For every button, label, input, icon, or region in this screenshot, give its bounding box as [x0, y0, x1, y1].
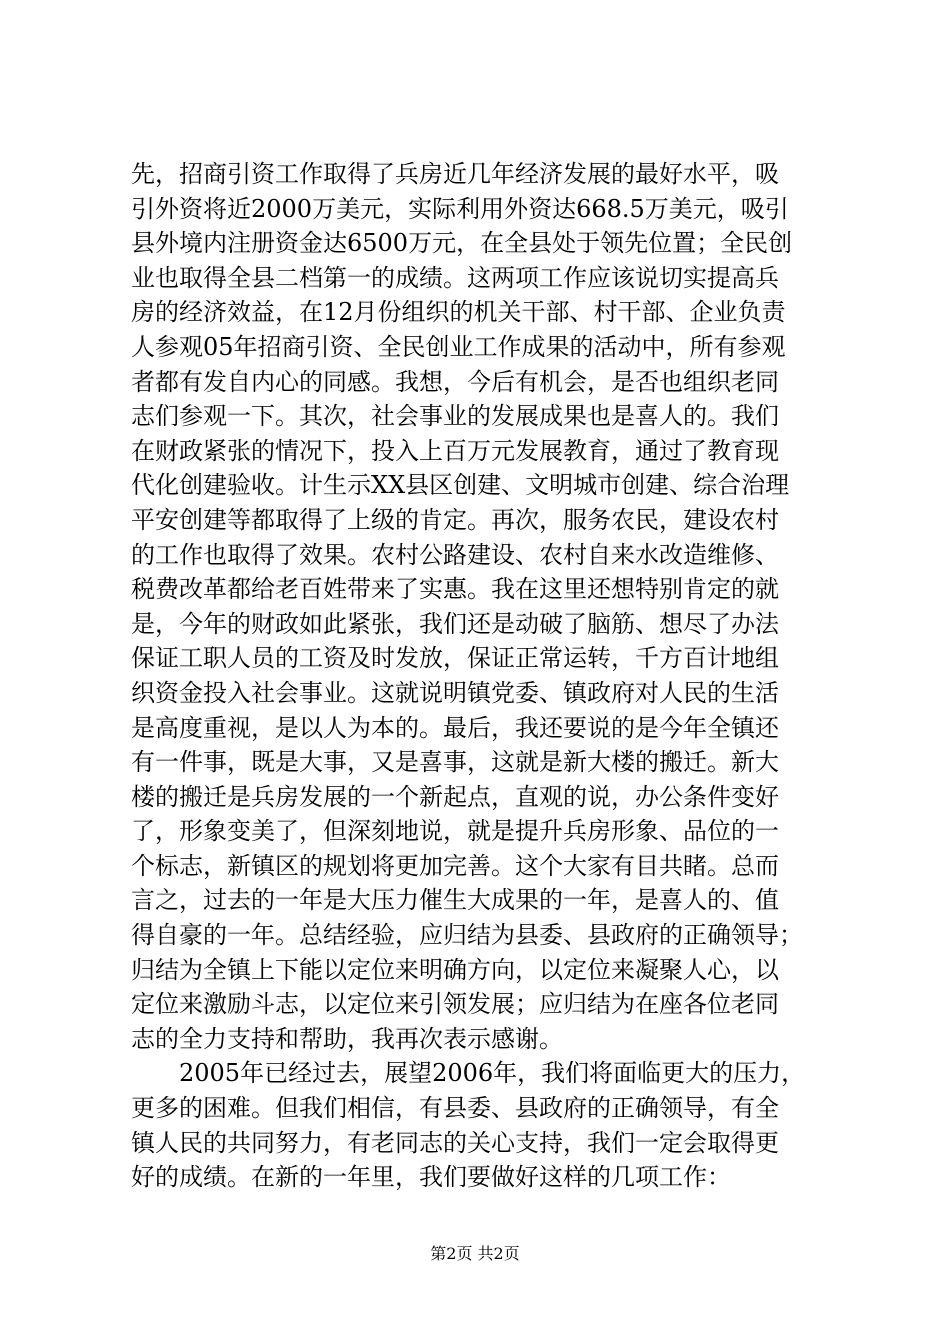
text-line: 有一件事，既是大事，又是喜事，这就是新大楼的搬迁。新大: [131, 748, 779, 777]
text-line: 税费改革都给老百姓带来了实惠。我在这里还想特别肯定的就: [131, 575, 779, 604]
text-line: 个标志，新镇区的规划将更加完善。这个大家有目共睹。总而: [131, 851, 779, 880]
text-line: 好的成绩。在新的一年里，我们要做好这样的几项工作：: [131, 1163, 731, 1192]
text-line: 平安创建等都取得了上级的肯定。再次，服务农民，建设农村: [131, 505, 779, 534]
text-line: 保证工职人员的工资及时发放，保证正常运转，千方百计地组: [131, 644, 779, 673]
text-line: 业也取得全县二档第一的成绩。这两项工作应该说切实提高兵: [131, 263, 779, 292]
text-line: 的工作也取得了效果。农村公路建设、农村自来水改造维修、: [131, 540, 779, 569]
text-line: 言之，过去的一年是大压力催生大成果的一年，是喜人的、值: [131, 886, 779, 915]
text-line: 了，形象变美了，但深刻地说，就是提升兵房形象、品位的一: [131, 817, 779, 846]
text-line: 人参观05年招商引资、全民创业工作成果的活动中，所有参观: [131, 332, 786, 361]
text-line: 先，招商引资工作取得了兵房近几年经济发展的最好水平，吸: [131, 160, 779, 188]
text-line: 引外资将近2000万美元，实际利用外资达668.5万美元，吸引: [131, 194, 789, 223]
text-line: 更多的困难。但我们相信，有县委、县政府的正确领导，有全: [131, 1094, 779, 1123]
text-line: 代化创建验收。计生示XX县区创建、文明城市创建、综合治理: [131, 471, 790, 500]
text-line: 织资金投入社会事业。这就说明镇党委、镇政府对人民的生活: [131, 678, 779, 707]
text-line: 楼的搬迁是兵房发展的一个新起点，直观的说，办公条件变好: [131, 782, 779, 811]
text-line: 县外境内注册资金达6500万元，在全县处于领先位置；全民创: [131, 229, 793, 258]
text-line: 定位来激励斗志，以定位来引领发展；应归结为在座各位老同: [131, 990, 779, 1019]
page-number-footer: 第2页 共2页: [430, 1244, 520, 1263]
text-line: 者都有发自内心的同感。我想，今后有机会，是否也组织老同: [131, 367, 779, 396]
text-line: 是高度重视，是以人为本的。最后，我还要说的是今年全镇还: [131, 713, 779, 742]
text-line: 在财政紧张的情况下，投入上百万元发展教育，通过了教育现: [131, 436, 779, 465]
text-line: 2005年已经过去，展望2006年，我们将面临更大的压力，: [179, 1059, 806, 1088]
text-line: 志的全力支持和帮助，我再次表示感谢。: [131, 1024, 563, 1053]
body-text: [131, 157, 831, 1195]
text-line: 得自豪的一年。总结经验，应归结为县委、县政府的正确领导；: [131, 921, 803, 950]
text-line: 志们参观一下。其次，社会事业的发展成果也是喜人的。我们: [131, 402, 779, 431]
text-line: 房的经济效益，在12月份组织的机关干部、村干部、企业负责: [131, 298, 786, 327]
text-line: 是，今年的财政如此紧张，我们还是动破了脑筋、想尽了办法: [131, 609, 779, 638]
text-line: 镇人民的共同努力，有老同志的关心支持，我们一定会取得更: [131, 1128, 779, 1157]
text-line: 归结为全镇上下能以定位来明确方向，以定位来凝聚人心，以: [131, 955, 779, 984]
